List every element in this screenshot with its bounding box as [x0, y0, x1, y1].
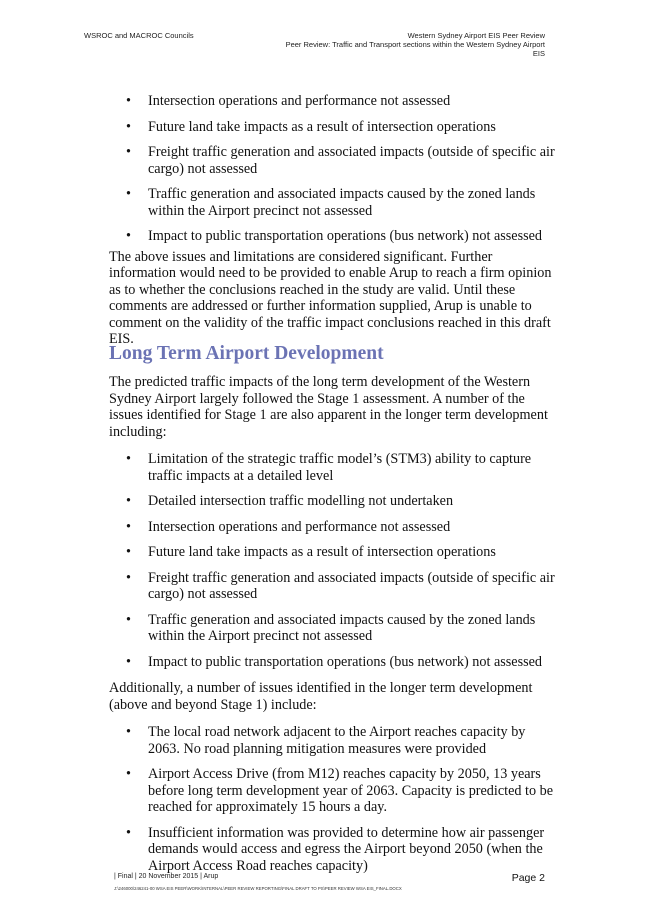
list-item-text: Insufficient information was provided to determine how air passenger demands would access and egress the Airport beyond 2050 (when the Airport Access Road reaches capacity) [148, 824, 545, 874]
list-item-text: Impact to public transportation operations (bus network) not assessed [148, 228, 543, 244]
list-item [109, 544, 555, 561]
additional-bullet-list [109, 724, 555, 874]
list-item [109, 119, 555, 136]
list-item [109, 825, 555, 875]
footer-file-path: J:\246000\246241-00 WSA EIS PEER\WORK\INTERNAL\PEER REVIEW REPORTING\FINAL DRAFT TO PS\PEER REVIEW WSA EIS_FINAL.DOCX [114, 886, 402, 891]
bullet-icon: • [126, 493, 131, 509]
bullet-icon: • [126, 228, 131, 244]
paragraph: The above issues and limitations are considered significant. Further information would need to be provided to enable Arup to reach a firm opinion as to whether the conclusions reached in the study are valid. Until these comments are addressed or further information supplied, Arup is unable to comment on the validity of the traffic impact conclusions reached in this draft EIS. [109, 248, 552, 347]
list-item-text: Limitation of the strategic traffic model’s (STM3) ability to capture traffic impacts at a detailed level [148, 451, 532, 484]
bullet-icon: • [126, 544, 131, 560]
section-heading: Long Term Airport Development [109, 343, 384, 364]
section-bullet-list [109, 451, 555, 670]
page-number: Page 2 [511, 872, 545, 884]
list-item [109, 519, 555, 536]
bullet-icon: • [126, 518, 131, 535]
list-item [109, 93, 555, 110]
list-item [109, 144, 555, 177]
list-item-text: Future land take impacts as a result of intersection operations [148, 544, 496, 560]
list-item [109, 612, 555, 645]
header-right-line2: Peer Review: Traffic and Transport sections within the Western Sydney Airport [285, 40, 545, 49]
list-item [109, 570, 555, 603]
list-item-text: Freight traffic generation and associated impacts (outside of specific air cargo) not assessed [148, 144, 555, 177]
bullet-icon: • [126, 186, 131, 202]
bullet-icon: • [126, 118, 131, 135]
list-item [109, 451, 555, 484]
list-item-text: Impact to public transportation operations (bus network) not assessed [148, 653, 543, 670]
header-right [185, 31, 545, 58]
bullet-icon: • [126, 93, 131, 109]
bullet-icon: • [126, 144, 131, 160]
list-item-text: Traffic generation and associated impacts caused by the zoned lands within the Airport precinct not assessed [148, 611, 536, 644]
list-item-text: Freight traffic generation and associated impacts (outside of specific air cargo) not assessed [148, 569, 555, 602]
section-intro: The predicted traffic impacts of the long term development of the Western Sydney Airport largely followed the Stage 1 assessment. A number of the issues identified for Stage 1 are also apparent in the longer term development including: [109, 374, 548, 440]
list-item-text: Traffic generation and associated impacts caused by the zoned lands within the Airport precinct not assessed [148, 186, 536, 219]
list-item [109, 654, 555, 671]
header-right-line3: EIS [532, 49, 545, 58]
bullet-icon: • [126, 724, 131, 740]
bullet-icon: • [126, 451, 131, 467]
list-item [109, 766, 555, 816]
bullet-icon: • [126, 766, 131, 782]
list-item-text: Detailed intersection traffic modelling not undertaken [148, 493, 454, 509]
list-item-text: The local road network adjacent to the Airport reaches capacity by 2063. No road planning mitigation measures were provided [148, 724, 526, 757]
bullet-icon: • [126, 824, 131, 841]
list-item-text: Intersection operations and performance not assessed [148, 93, 451, 109]
header-right-line1: Western Sydney Airport EIS Peer Review [407, 31, 545, 40]
header-left: WSROC and MACROC Councils [84, 31, 194, 40]
footer-left: | Final | 20 November 2015 | Arup [114, 873, 219, 880]
body-top [109, 93, 555, 348]
bullet-icon: • [126, 653, 131, 670]
list-item-text: Airport Access Drive (from M12) reaches capacity by 2050, 13 years before long term development year of 2063. Capacity is predicted to be reached for approximately 15 hours a day. [148, 766, 553, 815]
top-bullet-list [109, 93, 555, 245]
bullet-icon: • [126, 569, 131, 586]
list-item [109, 493, 555, 510]
additional-paragraph: Additionally, a number of issues identified in the longer term development (above and beyond Stage 1) include: [109, 680, 533, 713]
list-item [109, 186, 555, 219]
body-section [109, 374, 555, 883]
list-item-text: Intersection operations and performance not assessed [148, 518, 451, 535]
bullet-icon: • [126, 611, 131, 628]
list-item-text: Future land take impacts as a result of intersection operations [148, 118, 496, 135]
list-item [109, 724, 555, 757]
list-item [109, 228, 555, 245]
